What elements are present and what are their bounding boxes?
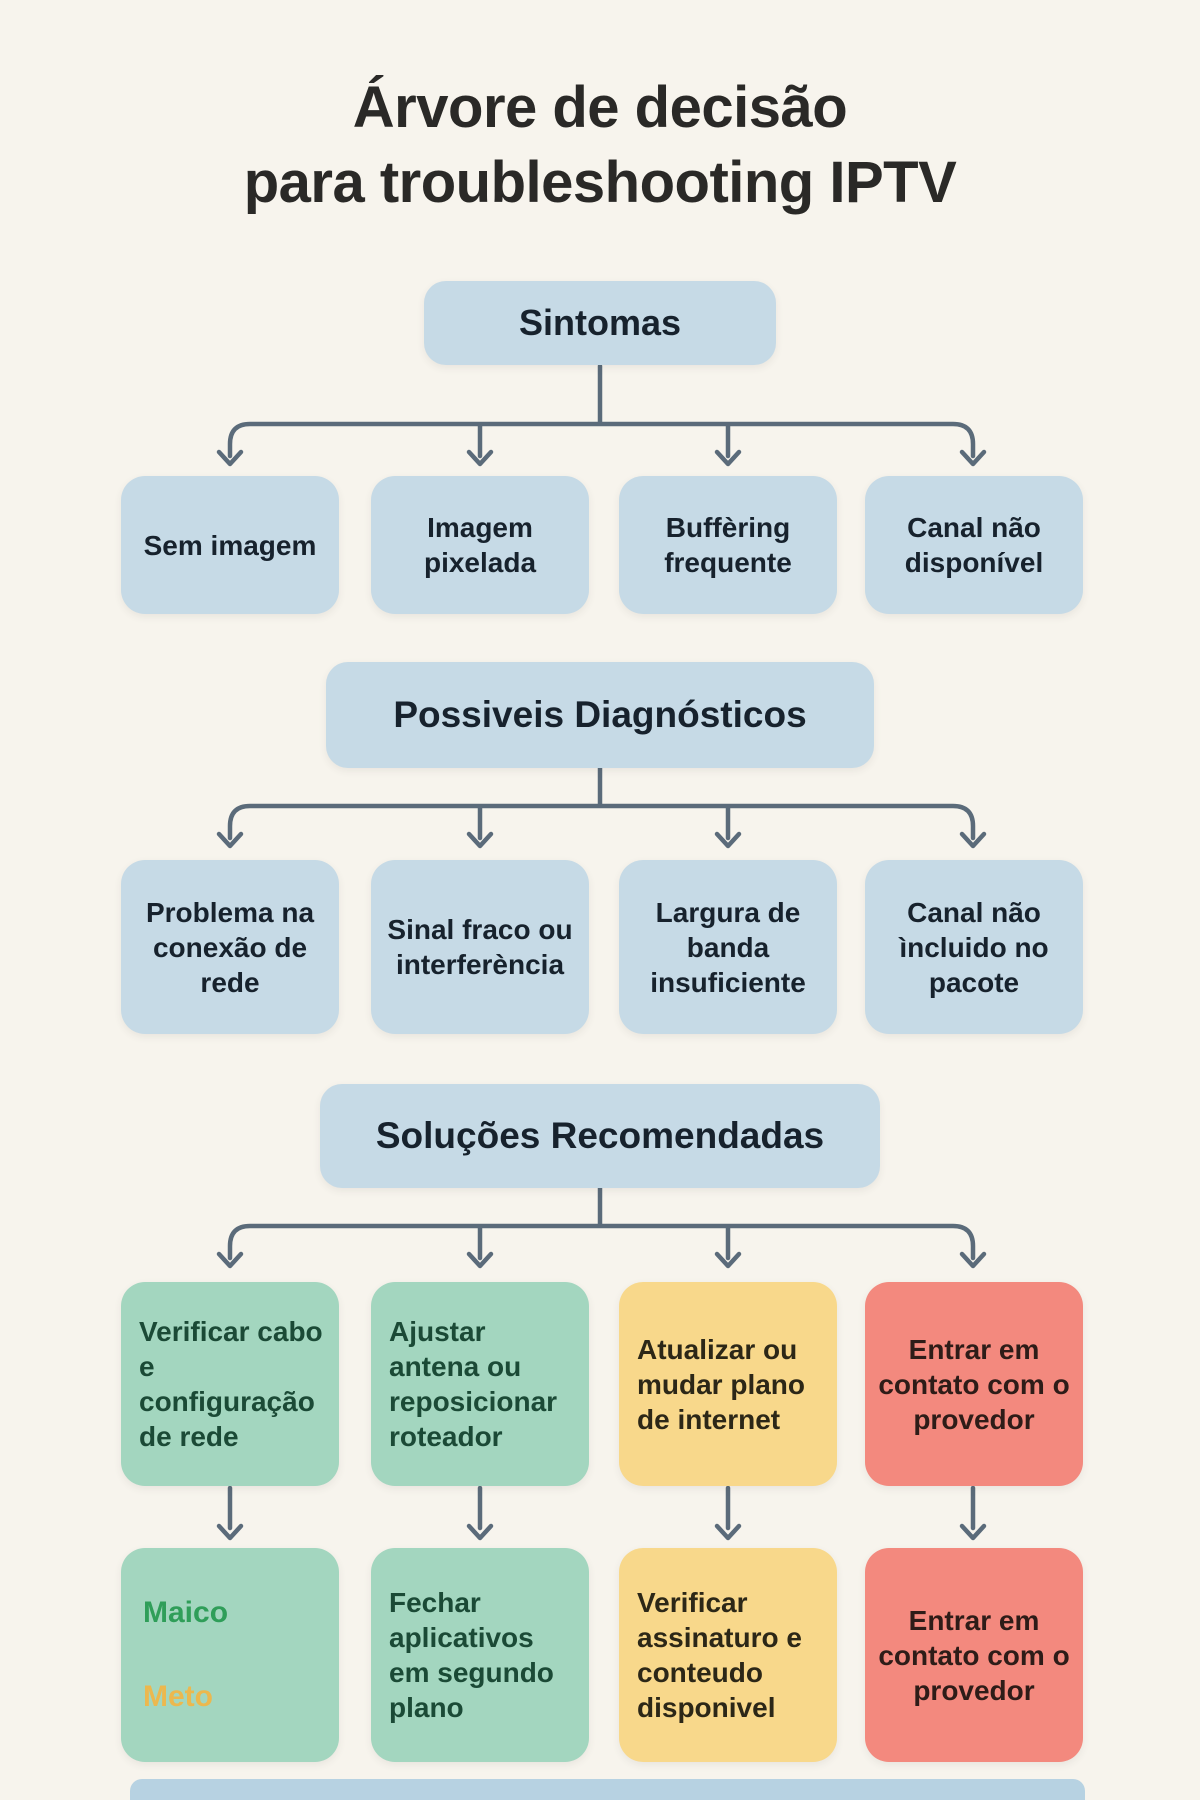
node-fechar-aplicativos-label: Fechar aplicativos em segundo plano	[389, 1587, 554, 1723]
node-canal-nao-incluido-label: Canal não ìncluido no pacote	[899, 896, 1049, 998]
node-maico-label: Maico	[143, 1596, 229, 1630]
branch-connector-diagnostics	[219, 768, 984, 846]
node-atualizar-plano-label: Atualizar ou mudar plano de internet	[637, 1333, 806, 1435]
node-sem-imagem-label: Sem imagem	[143, 529, 317, 561]
node-fechar-aplicativos	[371, 1548, 589, 1762]
level-header-diagnosticos	[326, 662, 874, 768]
node-maico-meto	[121, 1548, 339, 1762]
level-header-diagnosticos-label: Possiveis Diagnósticos	[393, 694, 807, 735]
node-contato-provedor	[865, 1282, 1083, 1486]
branch-connector-solutions	[219, 1188, 984, 1266]
node-contato-provedor-2	[865, 1548, 1083, 1762]
node-contato-provedor-label: Entrar em contato com o provedor	[878, 1333, 1070, 1435]
bottom-partial-box	[130, 1779, 1085, 1800]
node-problema-conexao	[121, 860, 339, 1034]
node-verificar-cabo	[121, 1282, 339, 1486]
node-imagem-pixelada	[371, 476, 589, 614]
node-contato-provedor-2-label: Entrar em contato com o provedor	[878, 1604, 1070, 1706]
node-canal-nao-disponivel	[865, 476, 1083, 614]
node-canal-nao-incluido	[865, 860, 1083, 1034]
node-buffering-frequente-label: Buffèring frequente	[664, 512, 792, 578]
node-ajustar-antena	[371, 1282, 589, 1486]
level-header-solucoes-label: Soluções Recomendadas	[375, 1115, 825, 1156]
node-sem-imagem	[121, 476, 339, 614]
node-problema-conexao-label: Problema na conexão de rede	[145, 896, 315, 998]
node-sinal-fraco	[371, 860, 589, 1034]
node-canal-nao-disponivel-label: Canal não disponível	[904, 512, 1044, 578]
node-largura-banda-label: Largura de banda insuficiente	[650, 896, 806, 998]
page-title-line2: para troubleshooting IPTV	[243, 150, 957, 216]
node-meto-label: Meto	[143, 1680, 213, 1714]
node-verificar-cabo-label: Verificar cabo e configuração de rede	[139, 1316, 323, 1452]
branch-connector-symptoms	[219, 366, 984, 464]
followup-arrows	[219, 1488, 984, 1538]
node-ajustar-antena-label: Ajustar antena ou reposicionar roteador	[389, 1316, 558, 1452]
node-largura-banda	[619, 860, 837, 1034]
node-verificar-assinatura-label: Verificar assinaturo e conteudo disponivel	[637, 1587, 802, 1723]
node-atualizar-plano	[619, 1282, 837, 1486]
level-header-solucoes	[320, 1084, 880, 1188]
node-sinal-fraco-label: Sinal fraco ou interferència	[387, 914, 573, 980]
level-header-sintomas-label: Sintomas	[518, 302, 682, 343]
page-title-line1: Árvore de decisão	[352, 75, 848, 140]
node-imagem-pixelada-label: Imagem pixelada	[423, 512, 537, 578]
level-header-sintomas	[424, 281, 776, 365]
node-buffering-frequente	[619, 476, 837, 614]
node-verificar-assinatura	[619, 1548, 837, 1762]
